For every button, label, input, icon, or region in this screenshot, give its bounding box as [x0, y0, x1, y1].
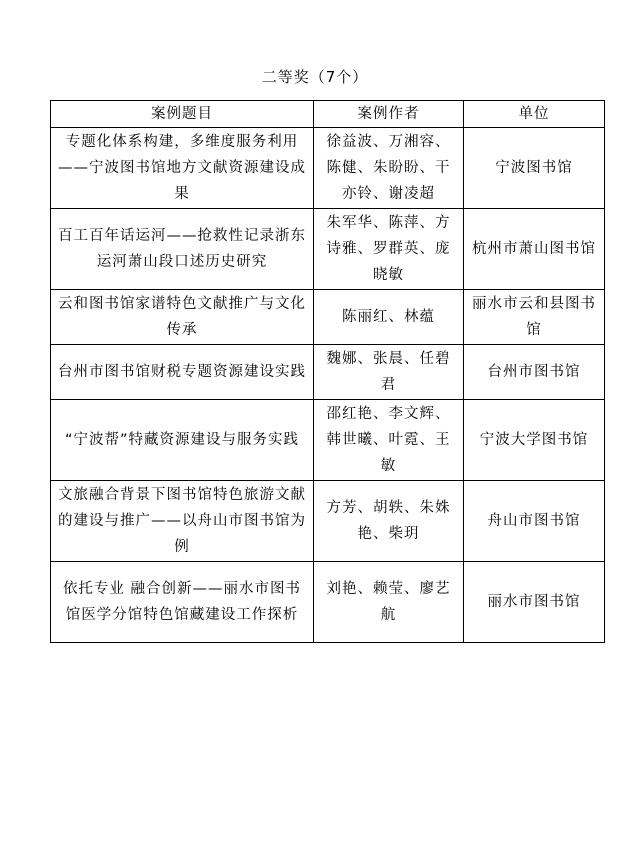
table-row — [51, 128, 605, 209]
table-row — [51, 290, 605, 345]
authors-cell: 方芳、胡轶、朱姝艳、柴玥 — [314, 481, 464, 562]
topic-cell: 专题化体系构建，多维度服务利用——宁波图书馆地方文献资源建设成果 — [51, 128, 314, 209]
authors-cell: 朱军华、陈萍、方诗雅、罗群英、庞晓敏 — [314, 209, 464, 290]
awards-table — [50, 100, 605, 643]
unit-cell: 宁波大学图书馆 — [464, 400, 605, 481]
table-row — [51, 345, 605, 400]
topic-cell: 云和图书馆家谱特色文献推广与文化传承 — [51, 290, 314, 345]
header-topic: 案例题目 — [51, 101, 314, 128]
header-authors: 案例作者 — [314, 101, 464, 128]
topic-cell: 文旅融合背景下图书馆特色旅游文献的建设与推广——以舟山市图书馆为例 — [51, 481, 314, 562]
unit-cell: 丽水市图书馆 — [464, 562, 605, 643]
authors-cell: 魏娜、张晨、任碧君 — [314, 345, 464, 400]
authors-cell: 刘艳、赖莹、廖艺航 — [314, 562, 464, 643]
unit-cell: 舟山市图书馆 — [464, 481, 605, 562]
table-row — [51, 209, 605, 290]
topic-cell: “宁波帮”特藏资源建设与服务实践 — [51, 400, 314, 481]
header-unit: 单位 — [464, 101, 605, 128]
topic-cell: 台州市图书馆财税专题资源建设实践 — [51, 345, 314, 400]
page-title: 二等奖（7个） — [261, 68, 369, 86]
table-row — [51, 400, 605, 481]
authors-cell: 徐益波、万湘容、陈健、朱盼盼、干亦铃、谢凌超 — [314, 128, 464, 209]
unit-cell: 杭州市萧山图书馆 — [464, 209, 605, 290]
unit-cell: 丽水市云和县图书馆 — [464, 290, 605, 345]
table-header-row — [51, 101, 605, 128]
table-row — [51, 481, 605, 562]
authors-cell: 陈丽红、林蕴 — [314, 290, 464, 345]
unit-cell: 宁波图书馆 — [464, 128, 605, 209]
topic-cell: 依托专业 融合创新——丽水市图书馆医学分馆特色馆藏建设工作探析 — [51, 562, 314, 643]
topic-cell: 百工百年话运河——抢救性记录浙东运河萧山段口述历史研究 — [51, 209, 314, 290]
unit-cell: 台州市图书馆 — [464, 345, 605, 400]
authors-cell: 邵红艳、李文辉、韩世曦、叶霓、王敏 — [314, 400, 464, 481]
table-row — [51, 562, 605, 643]
